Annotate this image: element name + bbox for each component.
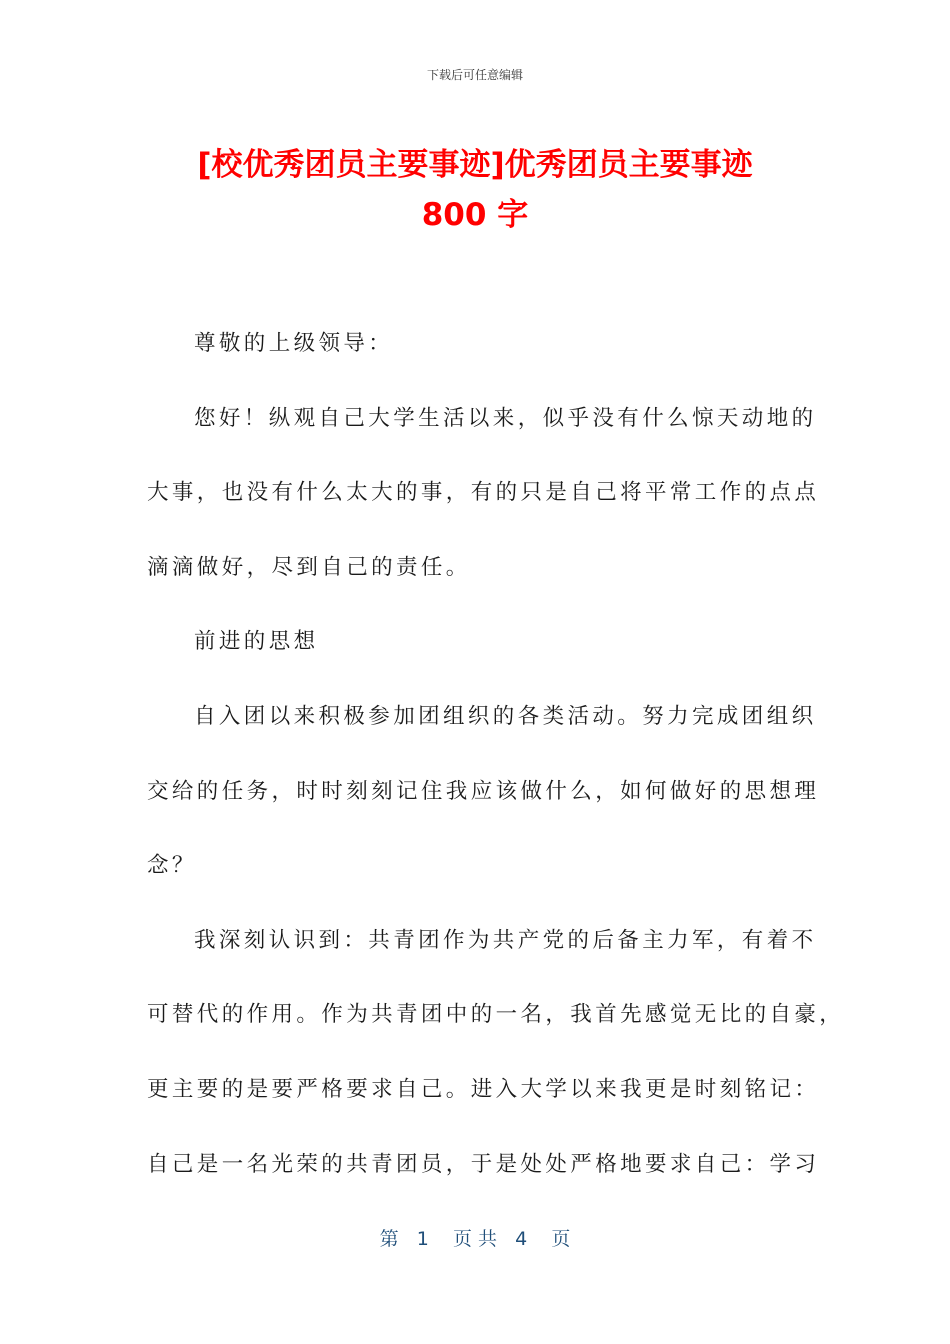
page-number-footer: 第 1 页 共 4 页 (379, 1228, 571, 1250)
document-title-line-1: [校优秀团员主要事迹]优秀团员主要事迹 (197, 147, 753, 183)
paragraph-line: 大事，也没有什么太大的事，有的只是自己将平常工作的点点 (147, 480, 820, 506)
paragraph-line: 我深刻认识到：共青团作为共产党的后备主力军，有着不 (194, 927, 817, 953)
document-body (147, 322, 845, 1217)
paragraph-line: 滴滴做好，尽到自己的责任。 (147, 554, 471, 580)
paragraph-line: 自己是一名光荣的共青团员，于是处处严格地要求自己：学习 (147, 1151, 820, 1177)
paragraph-line: 可替代的作用。作为共青团中的一名，我首先感觉无比的自豪， (147, 1002, 845, 1028)
section-heading: 前进的思想 (194, 629, 319, 655)
paragraph-line: 您好！纵观自己大学生活以来，似乎没有什么惊天动地的 (194, 405, 817, 431)
paragraph-line: 念？ (147, 853, 197, 879)
paragraph-line: 更主要的是要严格要求自己。进入大学以来我更是时刻铭记： (147, 1076, 820, 1102)
document-title (120, 140, 830, 240)
paragraph-line: 自入团以来积极参加团组织的各类活动。努力完成团组织 (194, 703, 817, 729)
salutation-line: 尊敬的上级领导： (194, 331, 394, 356)
paragraph-line: 交给的任务，时时刻刻记住我应该做什么，如何做好的思想理 (147, 778, 820, 804)
document-title-line-2: 800 字 (421, 197, 529, 233)
header-note: 下载后可任意编辑 (426, 68, 523, 82)
